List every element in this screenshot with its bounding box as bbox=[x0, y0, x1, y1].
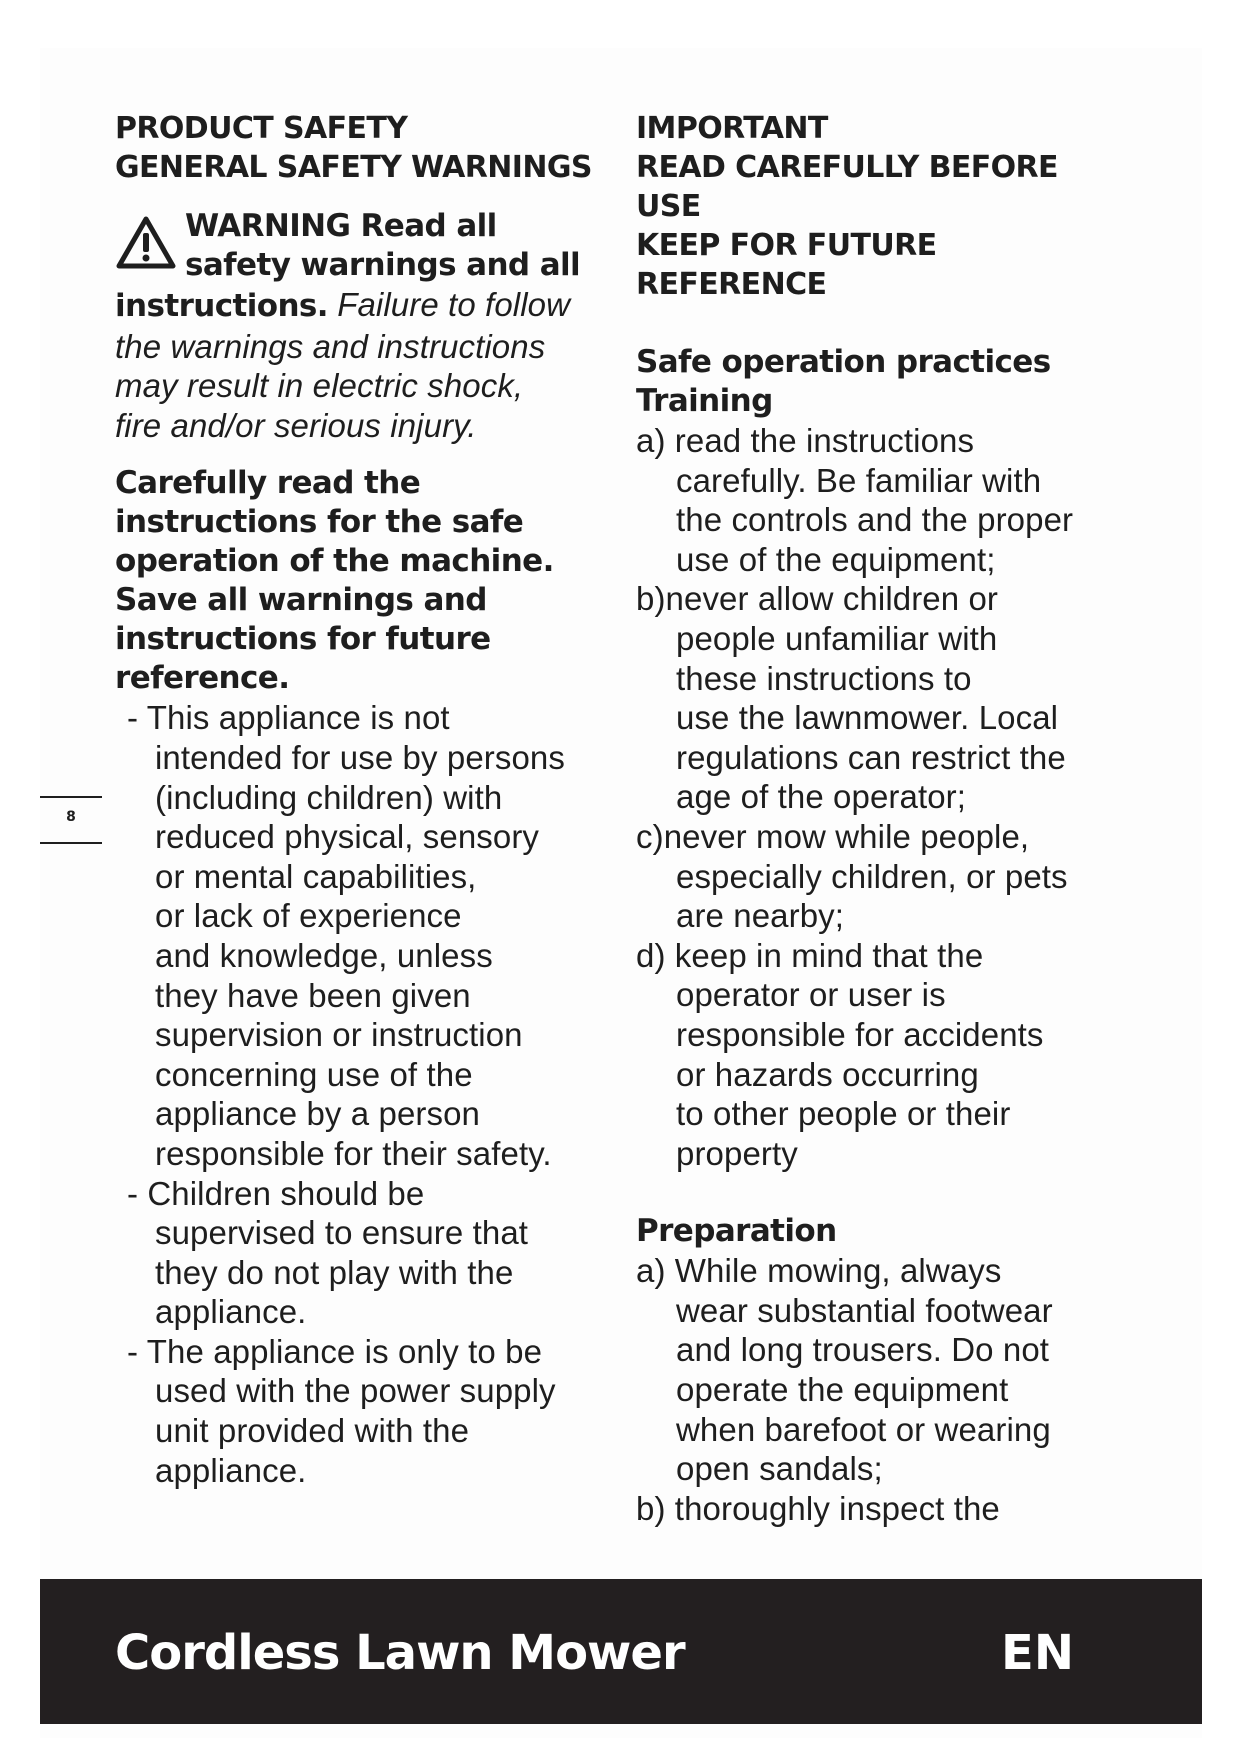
heading-line: PRODUCT SAFETY bbox=[115, 111, 408, 146]
bullet-line: and knowledge, unless bbox=[155, 936, 493, 974]
bullet-line: concerning use of the bbox=[155, 1055, 473, 1093]
bullet-line: appliance. bbox=[155, 1451, 307, 1489]
item-line: use of the equipment; bbox=[676, 540, 996, 578]
warning-line: safety warnings and all bbox=[185, 247, 581, 283]
bullet-line: used with the power supply bbox=[155, 1372, 556, 1410]
warning-italic-line: the warnings and instructions bbox=[115, 327, 546, 365]
footer-bar bbox=[40, 1579, 1202, 1724]
item-line: carefully. Be familiar with bbox=[676, 461, 1042, 499]
page-number-marker bbox=[40, 796, 102, 844]
warning-italic-line: fire and/or serious injury. bbox=[115, 406, 477, 444]
section-title: Preparation bbox=[636, 1213, 837, 1250]
item-line: d) keep in mind that the bbox=[636, 936, 984, 974]
item-line: a) read the instructions bbox=[636, 422, 975, 459]
item-line: are nearby; bbox=[676, 897, 845, 935]
item-line: b)never allow children or bbox=[636, 580, 999, 618]
bullet-line: intended for use by persons bbox=[155, 738, 565, 776]
list-item bbox=[636, 421, 1136, 579]
warning-italic-text: Failure to follow bbox=[327, 286, 571, 323]
training-list bbox=[636, 421, 1136, 1173]
item-line: property bbox=[676, 1134, 798, 1172]
bullet-line: responsible for their safety. bbox=[155, 1134, 552, 1172]
list-item bbox=[115, 698, 615, 1173]
warning-bold-text: instructions. bbox=[115, 288, 328, 324]
bullet-line: (including children) with bbox=[155, 778, 503, 816]
item-line: responsible for accidents bbox=[676, 1015, 1044, 1053]
warning-line: WARNING Read all bbox=[185, 208, 497, 244]
list-item bbox=[115, 1174, 615, 1332]
left-column bbox=[115, 109, 615, 1490]
item-line: and long trousers. Do not bbox=[676, 1331, 1050, 1369]
lead-line: reference. bbox=[115, 660, 290, 697]
bullet-line: appliance. bbox=[155, 1293, 307, 1331]
lead-line: Carefully read the bbox=[115, 465, 421, 502]
item-line: the controls and the proper bbox=[676, 501, 1074, 539]
footer-title: Cordless Lawn Mower bbox=[115, 1625, 685, 1681]
bullet-line: supervision or instruction bbox=[155, 1016, 523, 1054]
heading-line: KEEP FOR FUTURE bbox=[636, 228, 937, 263]
page-number: 8 bbox=[66, 809, 76, 825]
warning-triangle-icon bbox=[115, 215, 177, 271]
heading-line: READ CAREFULLY BEFORE bbox=[636, 150, 1058, 185]
section-subtitle: Training bbox=[636, 383, 773, 419]
heading-line: REFERENCE bbox=[636, 267, 827, 302]
bullet-line: unit provided with the bbox=[155, 1412, 470, 1450]
item-line: operator or user is bbox=[676, 976, 946, 1014]
important-heading bbox=[636, 109, 1136, 304]
preparation-list bbox=[636, 1251, 1136, 1528]
list-item bbox=[636, 579, 1136, 817]
list-item bbox=[636, 817, 1136, 936]
list-item bbox=[115, 1332, 615, 1490]
warning-block bbox=[115, 207, 615, 445]
section-title: Safe operation practices bbox=[636, 344, 1051, 380]
item-line: wear substantial footwear bbox=[676, 1291, 1053, 1329]
right-column bbox=[636, 109, 1136, 1528]
bullet-line: or lack of experience bbox=[155, 897, 462, 935]
item-line: operate the equipment bbox=[676, 1371, 1009, 1409]
bullet-line: reduced physical, sensory bbox=[155, 818, 540, 856]
list-item bbox=[636, 1489, 1136, 1529]
bullet-line: - The appliance is only to be bbox=[127, 1332, 543, 1370]
item-line: c)never mow while people, bbox=[636, 817, 1030, 855]
list-item bbox=[636, 936, 1136, 1174]
item-line: regulations can restrict the bbox=[676, 738, 1066, 776]
divider bbox=[40, 842, 102, 844]
item-line: a) While mowing, always bbox=[636, 1252, 1002, 1290]
item-line: when barefoot or wearing bbox=[676, 1410, 1051, 1448]
bullet-line: supervised to ensure that bbox=[155, 1214, 529, 1252]
warning-line bbox=[115, 285, 615, 327]
item-line: people unfamiliar with bbox=[676, 619, 998, 657]
product-safety-heading bbox=[115, 109, 615, 187]
language-code: EN bbox=[1001, 1625, 1074, 1681]
lead-line: instructions for future bbox=[115, 621, 491, 658]
lead-paragraph bbox=[115, 464, 615, 698]
item-line: b) thoroughly inspect the bbox=[636, 1489, 1000, 1527]
list-item bbox=[636, 1251, 1136, 1489]
bullet-line: - Children should be bbox=[127, 1174, 425, 1212]
lead-line: operation of the machine. bbox=[115, 543, 554, 580]
item-line: use the lawnmower. Local bbox=[676, 699, 1059, 737]
heading-line: USE bbox=[636, 189, 701, 224]
bullet-line: appliance by a person bbox=[155, 1095, 480, 1133]
item-line: especially children, or pets bbox=[676, 857, 1068, 895]
safety-bullet-list bbox=[115, 698, 615, 1490]
item-line: to other people or their bbox=[676, 1095, 1011, 1133]
item-line: open sandals; bbox=[676, 1450, 883, 1488]
bullet-line: or mental capabilities, bbox=[155, 857, 477, 895]
warning-italic-line: may result in electric shock, bbox=[115, 367, 524, 405]
divider bbox=[40, 796, 102, 798]
bullet-line: they have been given bbox=[155, 976, 471, 1014]
item-line: or hazards occurring bbox=[676, 1055, 979, 1093]
bullet-line: - This appliance is not bbox=[127, 699, 450, 737]
item-line: these instructions to bbox=[676, 659, 972, 697]
item-line: age of the operator; bbox=[676, 778, 967, 816]
lead-line: Save all warnings and bbox=[115, 582, 487, 619]
bullet-line: they do not play with the bbox=[155, 1253, 514, 1291]
lead-line: instructions for the safe bbox=[115, 504, 524, 541]
heading-line: GENERAL SAFETY WARNINGS bbox=[115, 150, 592, 185]
heading-line: IMPORTANT bbox=[636, 111, 828, 146]
